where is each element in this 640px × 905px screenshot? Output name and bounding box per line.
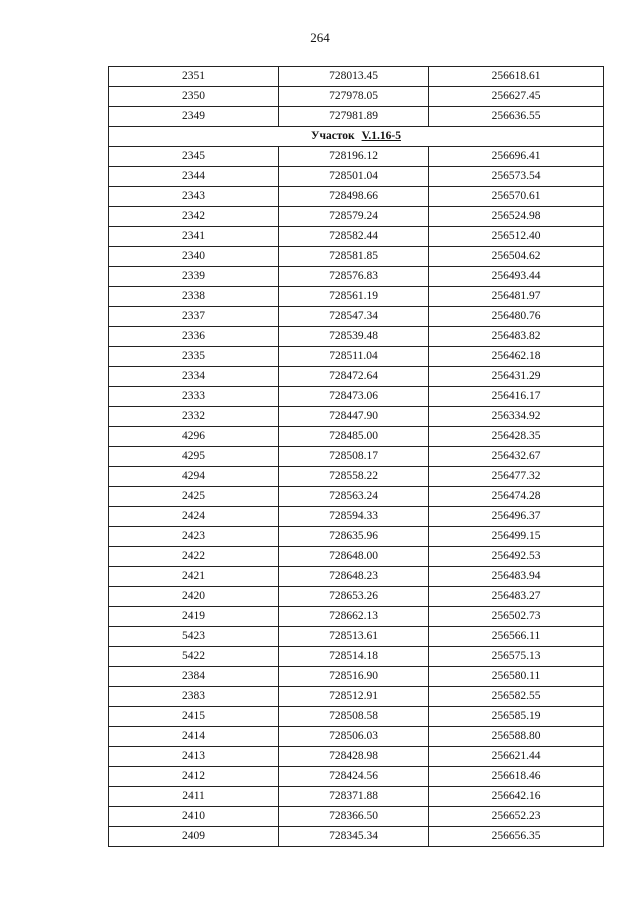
y-coordinate: 256618.61 [429, 67, 604, 87]
x-coordinate: 728576.83 [279, 267, 429, 287]
y-coordinate: 256477.32 [429, 467, 604, 487]
y-coordinate: 256499.15 [429, 527, 604, 547]
point-number: 2333 [109, 387, 279, 407]
x-coordinate: 728648.23 [279, 567, 429, 587]
table-row [109, 647, 604, 667]
table-row [109, 587, 604, 607]
point-number: 4295 [109, 447, 279, 467]
point-number: 2384 [109, 667, 279, 687]
point-number: 5423 [109, 627, 279, 647]
point-number: 2419 [109, 607, 279, 627]
y-coordinate: 256483.27 [429, 587, 604, 607]
y-coordinate: 256566.11 [429, 627, 604, 647]
y-coordinate: 256580.11 [429, 667, 604, 687]
y-coordinate: 256431.29 [429, 367, 604, 387]
point-number: 4294 [109, 467, 279, 487]
point-number: 2420 [109, 587, 279, 607]
x-coordinate: 728501.04 [279, 167, 429, 187]
y-coordinate: 256621.44 [429, 747, 604, 767]
x-coordinate: 728196.12 [279, 147, 429, 167]
y-coordinate: 256618.46 [429, 767, 604, 787]
point-number: 2414 [109, 727, 279, 747]
table-row [109, 367, 604, 387]
table-row [109, 827, 604, 847]
x-coordinate: 728013.45 [279, 67, 429, 87]
table-row [109, 347, 604, 367]
point-number: 2332 [109, 407, 279, 427]
table-row [109, 67, 604, 87]
table-row [109, 427, 604, 447]
table-row [109, 507, 604, 527]
table-row [109, 207, 604, 227]
section-code: V.1.16-5 [361, 130, 401, 142]
y-coordinate: 256570.61 [429, 187, 604, 207]
x-coordinate: 728594.33 [279, 507, 429, 527]
table-row [109, 327, 604, 347]
x-coordinate: 728428.98 [279, 747, 429, 767]
table-row [109, 107, 604, 127]
table-row [109, 787, 604, 807]
x-coordinate: 728508.58 [279, 707, 429, 727]
x-coordinate: 728371.88 [279, 787, 429, 807]
table-row [109, 187, 604, 207]
x-coordinate: 728561.19 [279, 287, 429, 307]
point-number: 2412 [109, 767, 279, 787]
rows-before [109, 67, 604, 127]
x-coordinate: 728579.24 [279, 207, 429, 227]
y-coordinate: 256416.17 [429, 387, 604, 407]
table-row [109, 487, 604, 507]
section-header [109, 127, 604, 147]
point-number: 2340 [109, 247, 279, 267]
point-number: 2342 [109, 207, 279, 227]
x-coordinate: 728547.34 [279, 307, 429, 327]
x-coordinate: 728581.85 [279, 247, 429, 267]
x-coordinate: 728514.18 [279, 647, 429, 667]
y-coordinate: 256524.98 [429, 207, 604, 227]
x-coordinate: 727978.05 [279, 87, 429, 107]
x-coordinate: 727981.89 [279, 107, 429, 127]
point-number: 2345 [109, 147, 279, 167]
table-row [109, 227, 604, 247]
table-row [109, 407, 604, 427]
y-coordinate: 256573.54 [429, 167, 604, 187]
table-row [109, 247, 604, 267]
point-number: 2343 [109, 187, 279, 207]
point-number: 2421 [109, 567, 279, 587]
x-coordinate: 728473.06 [279, 387, 429, 407]
table-row [109, 167, 604, 187]
point-number: 2334 [109, 367, 279, 387]
y-coordinate: 256496.37 [429, 507, 604, 527]
point-number: 2341 [109, 227, 279, 247]
y-coordinate: 256588.80 [429, 727, 604, 747]
table-row [109, 447, 604, 467]
point-number: 2339 [109, 267, 279, 287]
x-coordinate: 728653.26 [279, 587, 429, 607]
x-coordinate: 728563.24 [279, 487, 429, 507]
x-coordinate: 728516.90 [279, 667, 429, 687]
coordinates-table [108, 66, 604, 847]
point-number: 2337 [109, 307, 279, 327]
x-coordinate: 728512.91 [279, 687, 429, 707]
y-coordinate: 256585.19 [429, 707, 604, 727]
table-row [109, 387, 604, 407]
y-coordinate: 256627.45 [429, 87, 604, 107]
point-number: 2413 [109, 747, 279, 767]
point-number: 2383 [109, 687, 279, 707]
section-label: Участок [311, 130, 355, 142]
table-row [109, 627, 604, 647]
y-coordinate: 256652.23 [429, 807, 604, 827]
y-coordinate: 256636.55 [429, 107, 604, 127]
y-coordinate: 256462.18 [429, 347, 604, 367]
y-coordinate: 256480.76 [429, 307, 604, 327]
point-number: 2349 [109, 107, 279, 127]
y-coordinate: 256432.67 [429, 447, 604, 467]
x-coordinate: 728424.56 [279, 767, 429, 787]
table-row [109, 527, 604, 547]
point-number: 2350 [109, 87, 279, 107]
point-number: 2410 [109, 807, 279, 827]
point-number: 2335 [109, 347, 279, 367]
x-coordinate: 728345.34 [279, 827, 429, 847]
y-coordinate: 256492.53 [429, 547, 604, 567]
table-row [109, 267, 604, 287]
table-row [109, 147, 604, 167]
x-coordinate: 728582.44 [279, 227, 429, 247]
y-coordinate: 256483.94 [429, 567, 604, 587]
x-coordinate: 728506.03 [279, 727, 429, 747]
x-coordinate: 728662.13 [279, 607, 429, 627]
table-row [109, 307, 604, 327]
x-coordinate: 728648.00 [279, 547, 429, 567]
y-coordinate: 256428.35 [429, 427, 604, 447]
x-coordinate: 728498.66 [279, 187, 429, 207]
y-coordinate: 256696.41 [429, 147, 604, 167]
table-row [109, 607, 604, 627]
table-row [109, 567, 604, 587]
x-coordinate: 728447.90 [279, 407, 429, 427]
table-row [109, 807, 604, 827]
x-coordinate: 728511.04 [279, 347, 429, 367]
point-number: 2409 [109, 827, 279, 847]
y-coordinate: 256642.16 [429, 787, 604, 807]
x-coordinate: 728513.61 [279, 627, 429, 647]
table-row [109, 767, 604, 787]
y-coordinate: 256512.40 [429, 227, 604, 247]
point-number: 2425 [109, 487, 279, 507]
x-coordinate: 728558.22 [279, 467, 429, 487]
y-coordinate: 256504.62 [429, 247, 604, 267]
y-coordinate: 256502.73 [429, 607, 604, 627]
x-coordinate: 728485.00 [279, 427, 429, 447]
y-coordinate: 256334.92 [429, 407, 604, 427]
table-row [109, 727, 604, 747]
y-coordinate: 256575.13 [429, 647, 604, 667]
table-row [109, 87, 604, 107]
point-number: 2336 [109, 327, 279, 347]
point-number: 2411 [109, 787, 279, 807]
section-header-row [109, 127, 604, 147]
point-number: 2338 [109, 287, 279, 307]
point-number: 4296 [109, 427, 279, 447]
point-number: 2415 [109, 707, 279, 727]
y-coordinate: 256582.55 [429, 687, 604, 707]
point-number: 2344 [109, 167, 279, 187]
point-number: 5422 [109, 647, 279, 667]
x-coordinate: 728635.96 [279, 527, 429, 547]
table-row [109, 687, 604, 707]
table-row [109, 467, 604, 487]
point-number: 2351 [109, 67, 279, 87]
table-row [109, 707, 604, 727]
table-row [109, 667, 604, 687]
x-coordinate: 728472.64 [279, 367, 429, 387]
page-number: 264 [310, 30, 330, 45]
point-number: 2423 [109, 527, 279, 547]
x-coordinate: 728508.17 [279, 447, 429, 467]
table-row [109, 747, 604, 767]
y-coordinate: 256483.82 [429, 327, 604, 347]
y-coordinate: 256481.97 [429, 287, 604, 307]
rows-after [109, 147, 604, 847]
x-coordinate: 728539.48 [279, 327, 429, 347]
y-coordinate: 256656.35 [429, 827, 604, 847]
point-number: 2424 [109, 507, 279, 527]
y-coordinate: 256474.28 [429, 487, 604, 507]
table-row [109, 287, 604, 307]
point-number: 2422 [109, 547, 279, 567]
table-row [109, 547, 604, 567]
y-coordinate: 256493.44 [429, 267, 604, 287]
x-coordinate: 728366.50 [279, 807, 429, 827]
section-header-group [109, 127, 604, 147]
